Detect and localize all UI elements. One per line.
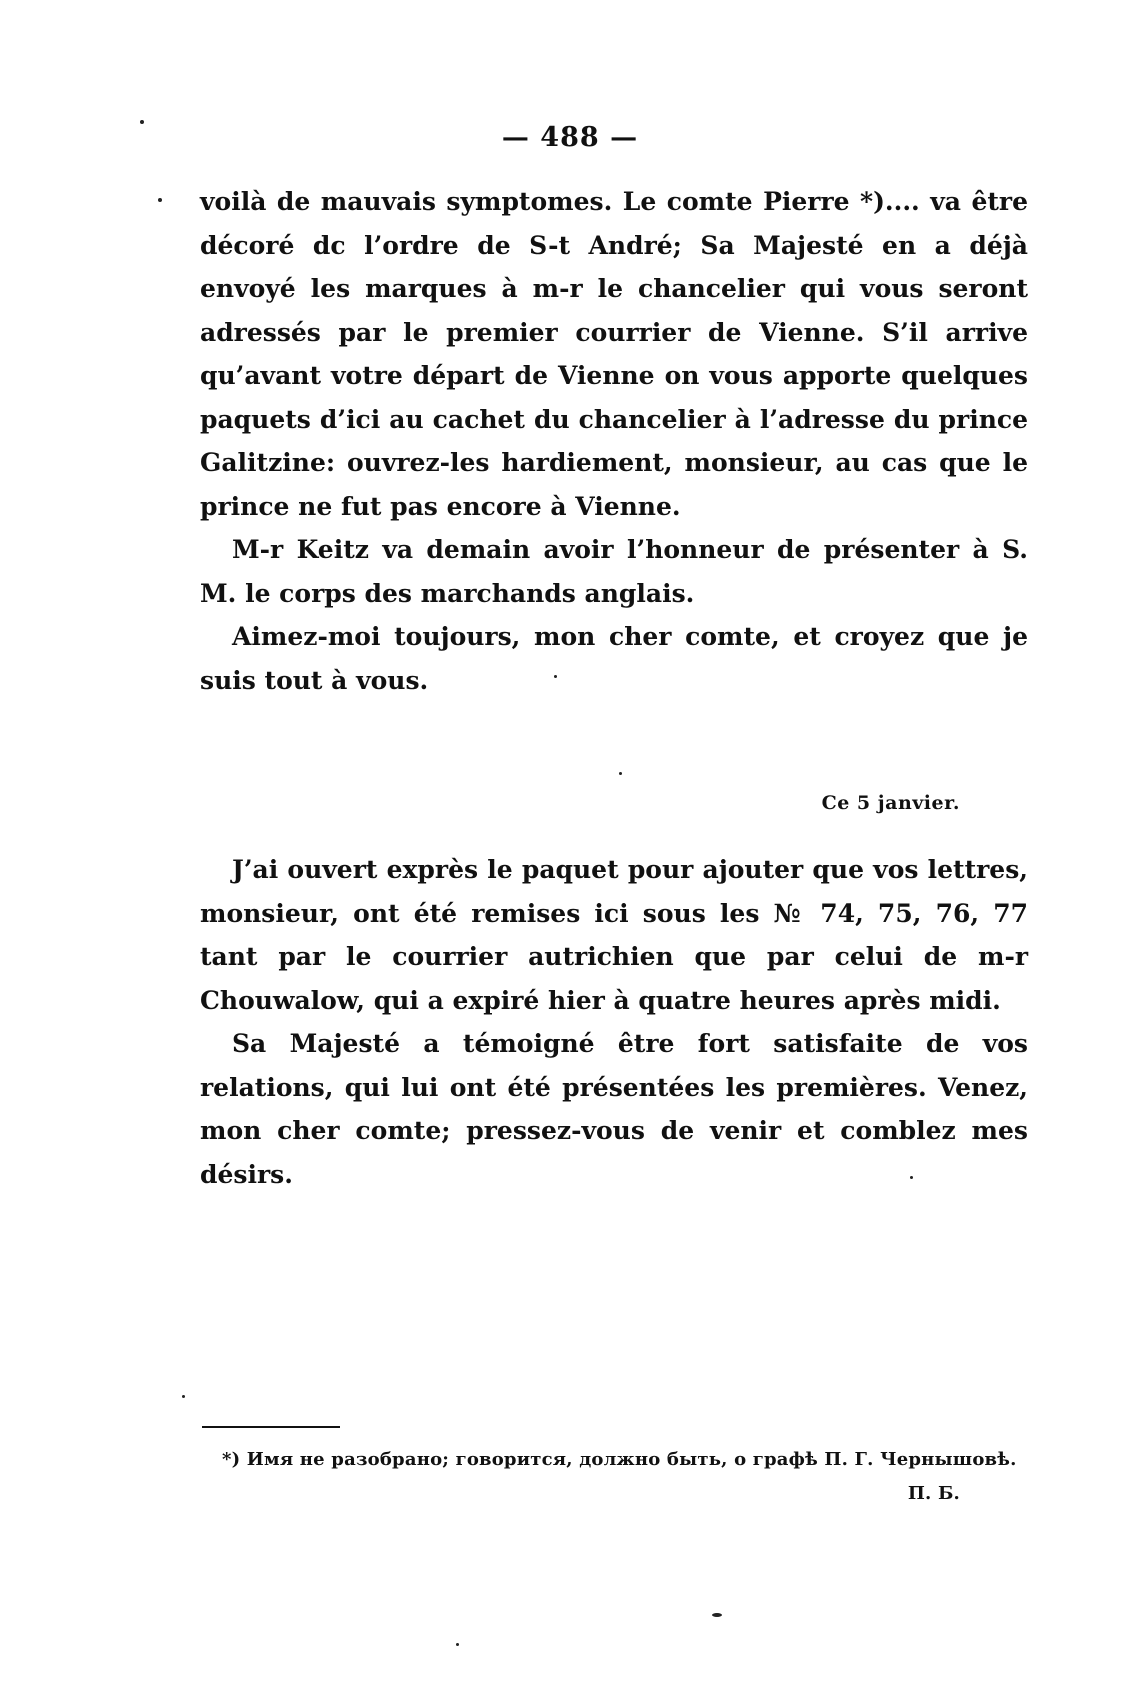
- scan-speck: [182, 1395, 185, 1398]
- paragraph: voilà de mauvais symptomes. Le comte Pierre *).... va être décoré dc l’ordre de S-t André; Sa Majesté en a déjà envoyé les marques à m-r le chancelier qui vous seront adressés par le premier courrier de Vienne. S’il arrive qu’avant votre départ de Vienne on vous apporte quelques paquets d’ici au cachet du chancelier à l’adresse du prince Galitzine: ouvrez-les hardiement, monsieur, au cas que le prince ne fut pas encore à Vienne.: [200, 187, 1028, 521]
- footnote-separator: [202, 1426, 340, 1428]
- footnote-signature: П. Б.: [907, 1483, 960, 1504]
- scan-speck: [456, 1643, 459, 1646]
- paragraph: Sa Majesté a témoigné être fort satisfaite de vos relations, qui lui ont été présentées les premières. Venez, mon cher comte; pressez-vous de venir et comblez mes désirs.: [200, 1029, 1028, 1189]
- footnote-text: *) Имя не разобрано; говорится, должно быть, о графѣ П. Г. Чернышовѣ.: [222, 1449, 1017, 1470]
- next-letter: [200, 848, 1028, 1196]
- paragraph: M-r Keitz va demain avoir l’honneur de présenter à S. M. le corps des marchands anglais.: [200, 535, 1028, 608]
- page-number: — 488 —: [501, 122, 639, 153]
- scan-speck: [554, 675, 557, 678]
- footnote: [222, 1443, 1030, 1511]
- paragraph: Aimez-moi toujours, mon cher comte, et croyez que je suis tout à vous.: [200, 622, 1028, 695]
- dateline: Ce 5 janvier.: [821, 792, 960, 814]
- scan-speck: [910, 1176, 913, 1179]
- scan-speck: [712, 1613, 722, 1617]
- paragraph: J’ai ouvert exprès le paquet pour ajouter que vos lettres, monsieur, ont été remises ici sous les № 74, 75, 76, 77 tant par le courrier autrichien que par celui de m-r Chouwalow, qui a expiré hier à quatre heures après midi.: [200, 855, 1028, 1015]
- scan-speck: [140, 120, 144, 124]
- scan-speck: [158, 198, 162, 202]
- letter-continuation: [200, 180, 1028, 702]
- scan-speck: [619, 772, 622, 775]
